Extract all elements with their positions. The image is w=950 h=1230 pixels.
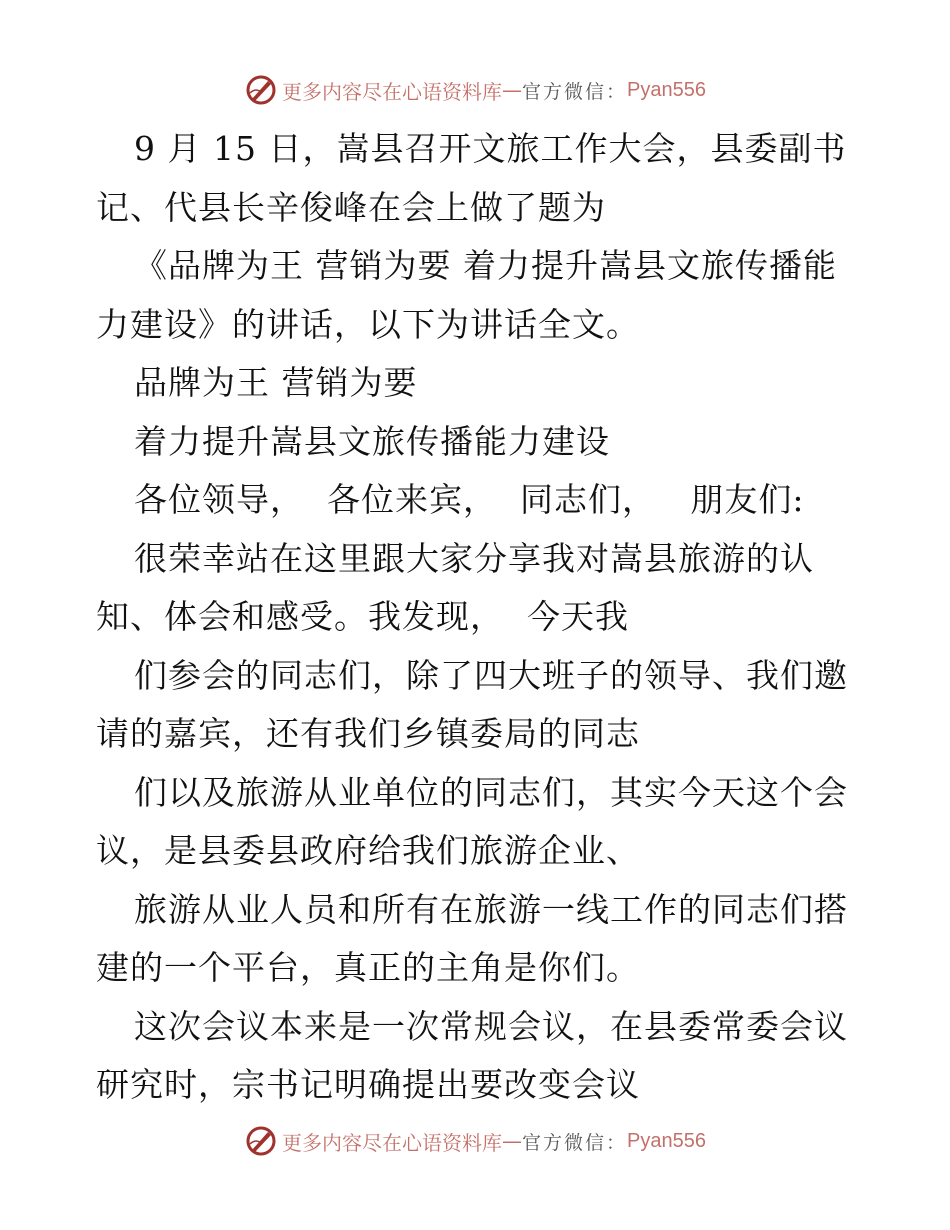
document-body: [96, 120, 866, 1115]
quill-pen-logo-icon: [244, 1124, 278, 1158]
watermark-site-name: 更多内容尽在心语资料库: [282, 1130, 502, 1155]
watermark-header: [0, 70, 950, 110]
quill-pen-logo-icon: [244, 73, 278, 107]
watermark-wechat-id: Pyan556: [627, 1129, 706, 1152]
watermark-wechat-label: 官方微信：: [522, 1131, 628, 1154]
text-line: 议，是县委县政府给我们旅游企业、: [96, 831, 640, 870]
text-line: 记、代县长辛俊峰在会上做了题为: [96, 187, 606, 227]
text-line: 们参会的同志们，除了四大班子的领导、我们邀: [134, 655, 848, 695]
text-line: 很荣幸站在这里跟大家分享我对嵩县旅游的认: [134, 538, 814, 578]
text-line: 研究时，宗书记明确提出要改变会议: [96, 1065, 640, 1104]
text-line: 旅游从业人员和所有在旅游一线工作的同志们搭: [134, 889, 848, 929]
heading-line: 品牌为王 营销为要: [134, 363, 418, 402]
watermark-dash: —: [502, 1129, 522, 1153]
watermark-wechat-label: 官方微信：: [522, 80, 628, 103]
salutation-line: 各位领导， 各位来宾， 同志们， 朋友们:: [134, 480, 805, 519]
watermark-dash: —: [502, 78, 522, 102]
watermark-wechat-id: Pyan556: [627, 78, 706, 101]
text-line: 这次会议本来是一次常规会议，在县委常委会议: [134, 1006, 848, 1046]
watermark-footer: [0, 1121, 950, 1161]
watermark-site-name: 更多内容尽在心语资料库: [282, 79, 502, 104]
text-line: 知、体会和感受。我发现， 今天我: [96, 597, 629, 636]
heading-line: 着力提升嵩县文旅传播能力建设: [134, 421, 610, 461]
text-line: 请的嘉宾，还有我们乡镇委局的同志: [96, 714, 640, 753]
text-line: 们以及旅游从业单位的同志们，其实今天这个会: [134, 772, 848, 812]
text-line: 《品牌为王 营销为要 着力提升嵩县文旅传播能: [134, 246, 837, 285]
text-line: 力建设》的讲话，以下为讲话全文。: [96, 304, 640, 344]
text-line: 9 月 15 日，嵩县召开文旅工作大会，县委副书: [134, 129, 847, 168]
text-line: 建的一个平台，真正的主角是你们。: [96, 948, 640, 987]
